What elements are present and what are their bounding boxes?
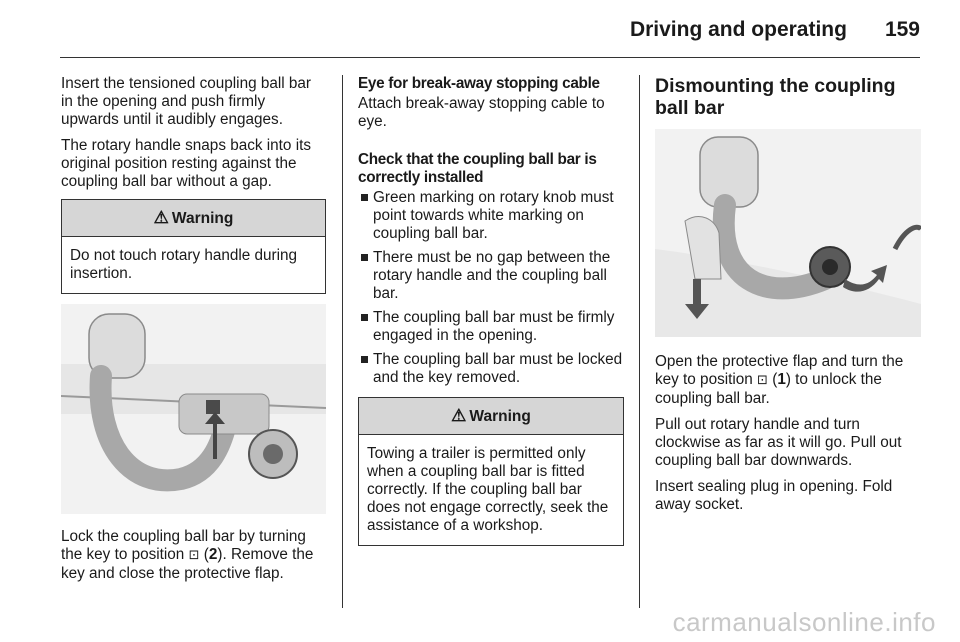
paragraph: Insert sealing plug in opening. Fold away socket. — [655, 478, 893, 513]
warning-header — [62, 200, 325, 237]
column-divider — [342, 75, 343, 608]
column-divider — [639, 75, 640, 608]
subheading: Check that the coupling ball bar is correctly installed — [358, 151, 597, 186]
paragraph: Pull out rotary handle and turn clockwise as far as it will go. Pull out coupling ball bar downwards. — [655, 416, 902, 469]
warning-title: Warning — [171, 210, 234, 227]
list-item: Green marking on rotary knob must point towards white marking on coupling ball bar. — [358, 189, 624, 243]
warning-icon: ⚠ — [451, 406, 467, 425]
warning-box — [358, 397, 624, 546]
key-position-number: 1 — [777, 371, 786, 388]
paragraph: The rotary handle snaps back into its original position resting against the coupling ball bar without a gap. — [61, 137, 311, 190]
key-position-number: 2 — [208, 546, 218, 563]
section-heading: Dismounting the coupling ball bar — [655, 75, 896, 119]
warning-text: Towing a trailer is permitted only when a coupling ball bar is fitted correctly. If the coupling ball bar does not engage correctly, seek the assistance of a workshop. — [367, 445, 609, 534]
warning-icon: ⚠ — [153, 208, 169, 227]
subheading: Eye for break-away stopping cable — [358, 75, 600, 92]
warning-box — [61, 199, 326, 294]
column-1 — [61, 75, 326, 591]
column-2 — [358, 75, 624, 556]
paragraph: Lock the coupling ball bar by turning the key to position ⊡ (2). Remove the key and close the protective flap. — [61, 528, 314, 582]
paragraph: Insert the tensioned coupling ball bar in the opening and push firmly upwards until it audibly engages. — [61, 75, 312, 128]
checklist — [358, 189, 624, 387]
paragraph: Open the protective flap and turn the key to position ⊡ (1) to unlock the coupling ball bar. — [655, 353, 904, 407]
coupling-ball-insertion-illustration — [61, 304, 326, 514]
list-item: The coupling ball bar must be firmly engaged in the opening. — [358, 309, 624, 345]
key-position-icon: ⊡ — [757, 373, 768, 388]
paragraph: Attach break-away stopping cable to eye. — [358, 95, 605, 130]
list-item: There must be no gap between the rotary handle and the coupling ball bar. — [358, 249, 624, 303]
coupling-ball-dismounting-illustration — [655, 129, 921, 337]
warning-text: Do not touch rotary handle during insertion. — [70, 247, 298, 282]
column-3 — [655, 75, 921, 522]
warning-title: Warning — [469, 408, 531, 425]
page-header — [630, 18, 920, 42]
watermark: carmanualsonline.info — [672, 607, 936, 637]
list-item: The coupling ball bar must be locked and the key removed. — [358, 351, 624, 387]
key-position-icon: ⊡ — [188, 548, 200, 563]
page-number: 159 — [884, 18, 920, 41]
header-rule — [60, 57, 920, 58]
section-title: Driving and operating — [629, 18, 847, 41]
warning-header — [359, 398, 623, 435]
